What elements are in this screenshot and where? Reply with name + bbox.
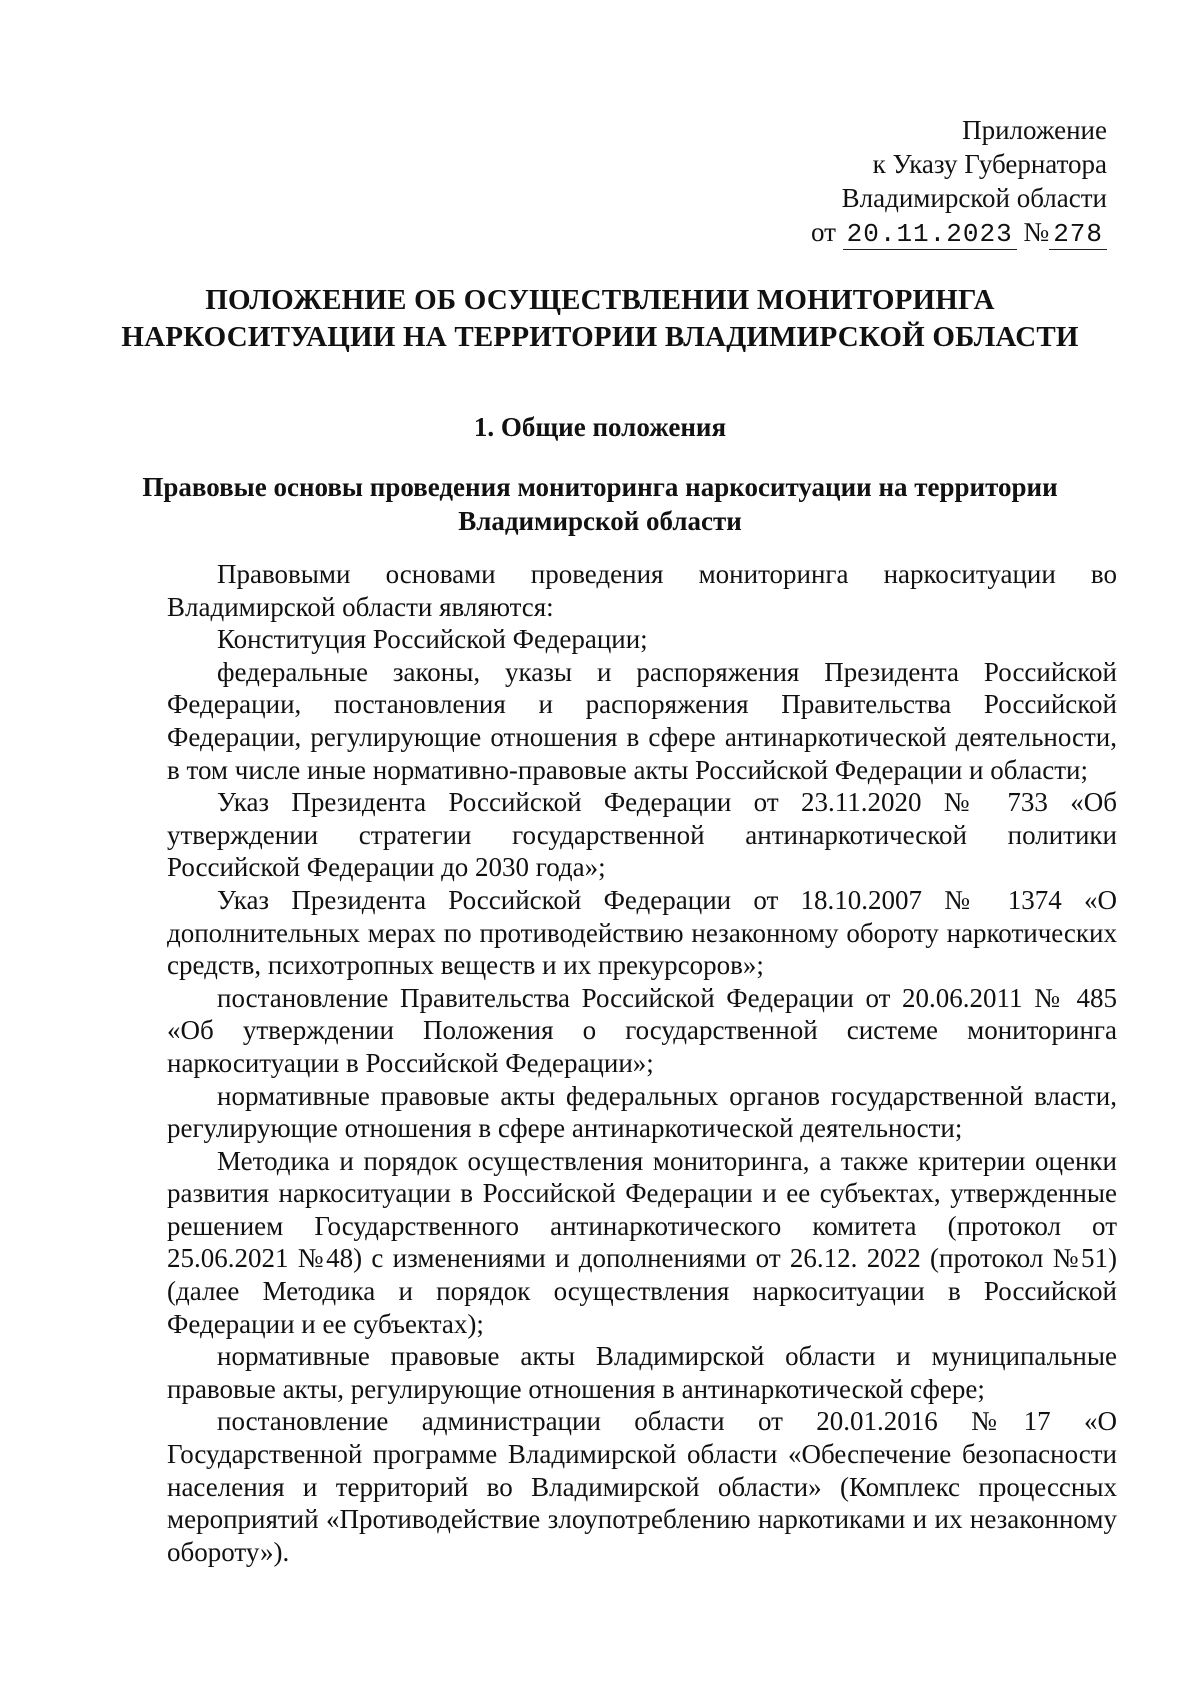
paragraph: федеральные законы, указы и распоряжения Президента Российской Федерации, постановления и распоряжения Правительства Российской Федерации, регулирующие отношения в сфере антинаркотической деятельности, в том числе иные нормативно-правовые акты Российской Федерации и области; [167,656,1117,785]
annex-number: 278 [1049,219,1107,250]
paragraph: нормативные правовые акты федеральных органов государственной власти, регулирующие отношения в сфере антинаркотической деятельности; [167,1080,1117,1144]
annex-line-3: Владимирской области [841,183,1107,213]
document-title-line-1: ПОЛОЖЕНИЕ ОБ ОСУЩЕСТВЛЕНИИ МОНИТОРИНГА [205,284,995,316]
paragraph: Правовыми основами проведения мониторинга наркоситуации во Владимирской области являются: [167,559,1117,622]
section-subheading-line-2: Владимирской области [458,506,742,536]
document-title [0,282,1200,356]
section-heading: 1. Общие положения [473,412,727,442]
paragraph: постановление администрации области от 20.01.2016 №17 «О Государственной программе Владимирской области «Обеспечение безопасности населения и территорий во Владимирской области» (Комплекс процессных мероприятий «Противодействие злоупотреблению наркотиками и их незаконному обороту»). [167,1406,1117,1567]
annex-line-2: к Указу Губернатора [872,149,1107,179]
annex-date-line [811,215,1107,250]
paragraph: Конституция Российской Федерации; [217,624,648,655]
paragraph: Указ Президента Российской Федерации от 18.10.2007 № 1374 «О дополнительных мерах по противодействию незаконному обороту наркотических средств, психотропных веществ и их прекурсоров»; [167,884,1117,981]
paragraph: постановление Правительства Российской Федерации от 20.06.2011 № 485 «Об утверждении Положения о государственной системе мониторинга наркоситуации в Российской Федерации»; [167,982,1117,1078]
section-subheading [100,470,1100,538]
section-subheading-line-1: Правовые основы проведения мониторинга наркоситуации на территории [142,472,1058,502]
annex-number-prefix: № [1023,217,1050,247]
body-text [167,558,1117,1568]
paragraph: Методика и порядок осуществления мониторинга, а также критерии оценки развития наркоситуации в Российской Федерации и ее субъектах, утвержденные решением Государственного антинаркотического комитета (протокол от 25.06.2021 №48) с изменениями и дополнениями от 26.12. 2022 (протокол №51) (далее Методика и порядок осуществления наркоситуации в Российской Федерации и ее субъектах); [167,1145,1117,1339]
paragraph: нормативные правовые акты Владимирской области и муниципальные правовые акты, регулирующие отношения в антинаркотической сфере; [167,1341,1117,1404]
paragraph: Указ Президента Российской Федерации от 23.11.2020 № 733 «Об утверждении стратегии государственной антинаркотической политики Российской Федерации до 2030 года»; [167,787,1117,883]
annex-date: 20.11.2023 [843,219,1017,250]
document-title-line-2: НАРКОСИТУАЦИИ НА ТЕРРИТОРИИ ВЛАДИМИРСКОЙ ОБЛАСТИ [121,321,1079,353]
annex-line-1: Приложение [962,115,1107,145]
annex-block [811,113,1107,250]
annex-date-prefix: от [810,217,836,247]
